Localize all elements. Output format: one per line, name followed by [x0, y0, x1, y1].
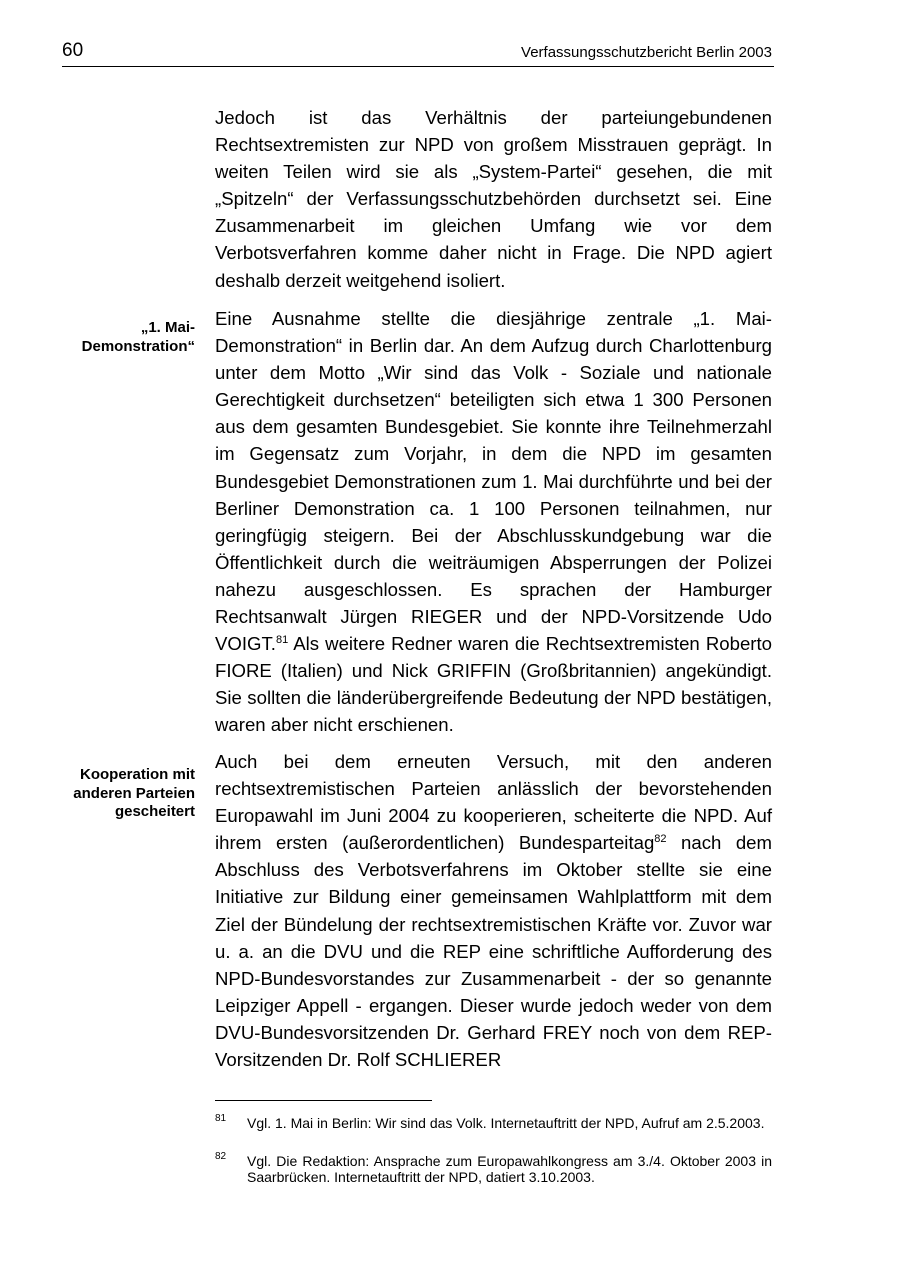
paragraph-3-text-b: nach dem Abschluss des Verbotsverfahrens im Oktober stellte sie eine Initiative zur Bildung einer gemeinsamen Wahlplattform mit dem Ziel der Bündelung der rechtsextremistischen Kräfte vor. Zuvor war u. a. an die DVU und die REP eine schriftliche Aufforderung des NPD-Bundesvorstandes zur Zusammenarbeit - der so genannte Leipziger Appell - ergangen. Dieser wurde jedoch weder von dem DVU-Bundesvorsitzenden Dr. Gerhard FREY noch von dem REP-Vorsitzenden Dr. Rolf SCHLIERER	[215, 832, 772, 1071]
footnote-82	[215, 1153, 772, 1185]
side-heading-kooperation	[40, 766, 195, 822]
paragraph-3-text-a: Auch bei dem erneuten Versuch, mit den anderen rechtsextremistischen Parteien anlässlich der bevorstehenden Europawahl im Juni 2004 zu kooperieren, scheiterte die NPD. Auf ihrem ersten (außerordentlichen) Bundesparteitag	[215, 751, 772, 854]
page-header	[62, 40, 774, 67]
paragraph-1: Jedoch ist das Verhältnis der parteiungebundenen Rechtsextremisten zur NPD von großem Misstrauen geprägt. In weiten Teilen wird sie als „System-Partei“ gesehen, die mit „Spitzeln“ der Verfassungsschutzbehörden durchsetzt sei. Eine Zusammenarbeit im gleichen Umfang wie vor dem Verbotsverfahren komme daher nicht in Frage. Die NPD agiert deshalb derzeit weitgehend isoliert.	[215, 107, 772, 291]
side-heading-mai-demonstration	[40, 319, 195, 356]
side-heading-line: „1. Mai-	[140, 319, 195, 336]
page-number: 60	[62, 40, 84, 61]
paragraph-2-text-a: Eine Ausnahme stellte die diesjährige zentrale „1. Mai-Demonstration“ in Berlin dar. An dem Aufzug durch Charlottenburg unter dem Motto „Wir sind das Volk - Soziale und nationale Gerechtigkeit durchsetzen“ beteiligten sich etwa 1 300 Personen aus dem gesamten Bundesgebiet. Sie konnte ihre Teilnehmerzahl im Gegensatz zum Vorjahr, in dem die NPD im gesamten Bundesgebiet Demonstrationen zum 1. Mai durchführte und bei der Berliner Demonstration ca. 1 100 Personen teilnahmen, nur geringfügig steigern. Bei der Abschlusskundgebung war die Öffentlichkeit durch die weiträumigen Absperrungen der Polizei nahezu ausgeschlossen. Es sprachen der Hamburger Rechtsanwalt Jürgen RIEGER und der NPD-Vorsitzende Udo VOIGT.	[215, 308, 772, 655]
side-heading-line: gescheitert	[114, 803, 195, 820]
running-title: Verfassungsschutzbericht Berlin 2003	[521, 44, 772, 61]
paragraph-2	[215, 305, 772, 739]
paragraph-3	[215, 748, 772, 1073]
footnote-ref-81[interactable]: 81	[275, 633, 289, 646]
footnote-number: 81	[215, 1113, 227, 1124]
footnote-text: Vgl. 1. Mai in Berlin: Wir sind das Volk. Internetauftritt der NPD, Aufruf am 2.5.2003.	[247, 1115, 765, 1131]
footnote-text: Vgl. Die Redaktion: Ansprache zum Europawahlkongress am 3./4. Oktober 2003 in Saarbrücken. Internetauftritt der NPD, datiert 3.10.2003.	[247, 1153, 772, 1185]
footnote-number: 82	[215, 1151, 227, 1162]
side-heading-line: Demonstration“	[81, 337, 195, 355]
paragraph-2-text-b: Als weitere Redner waren die Rechtsextremisten Roberto FIORE (Italien) und Nick GRIFFIN (Großbritannien) angekündigt. Sie sollten die länderübergreifende Bedeutung der NPD bestätigen, waren aber nicht erschienen.	[215, 633, 772, 736]
footnote-81	[215, 1115, 772, 1131]
side-heading-line: Kooperation mit	[80, 766, 195, 783]
side-heading-line: anderen Parteien	[73, 784, 195, 802]
footnote-separator	[215, 1100, 432, 1101]
footnote-ref-82[interactable]: 82	[654, 833, 667, 846]
